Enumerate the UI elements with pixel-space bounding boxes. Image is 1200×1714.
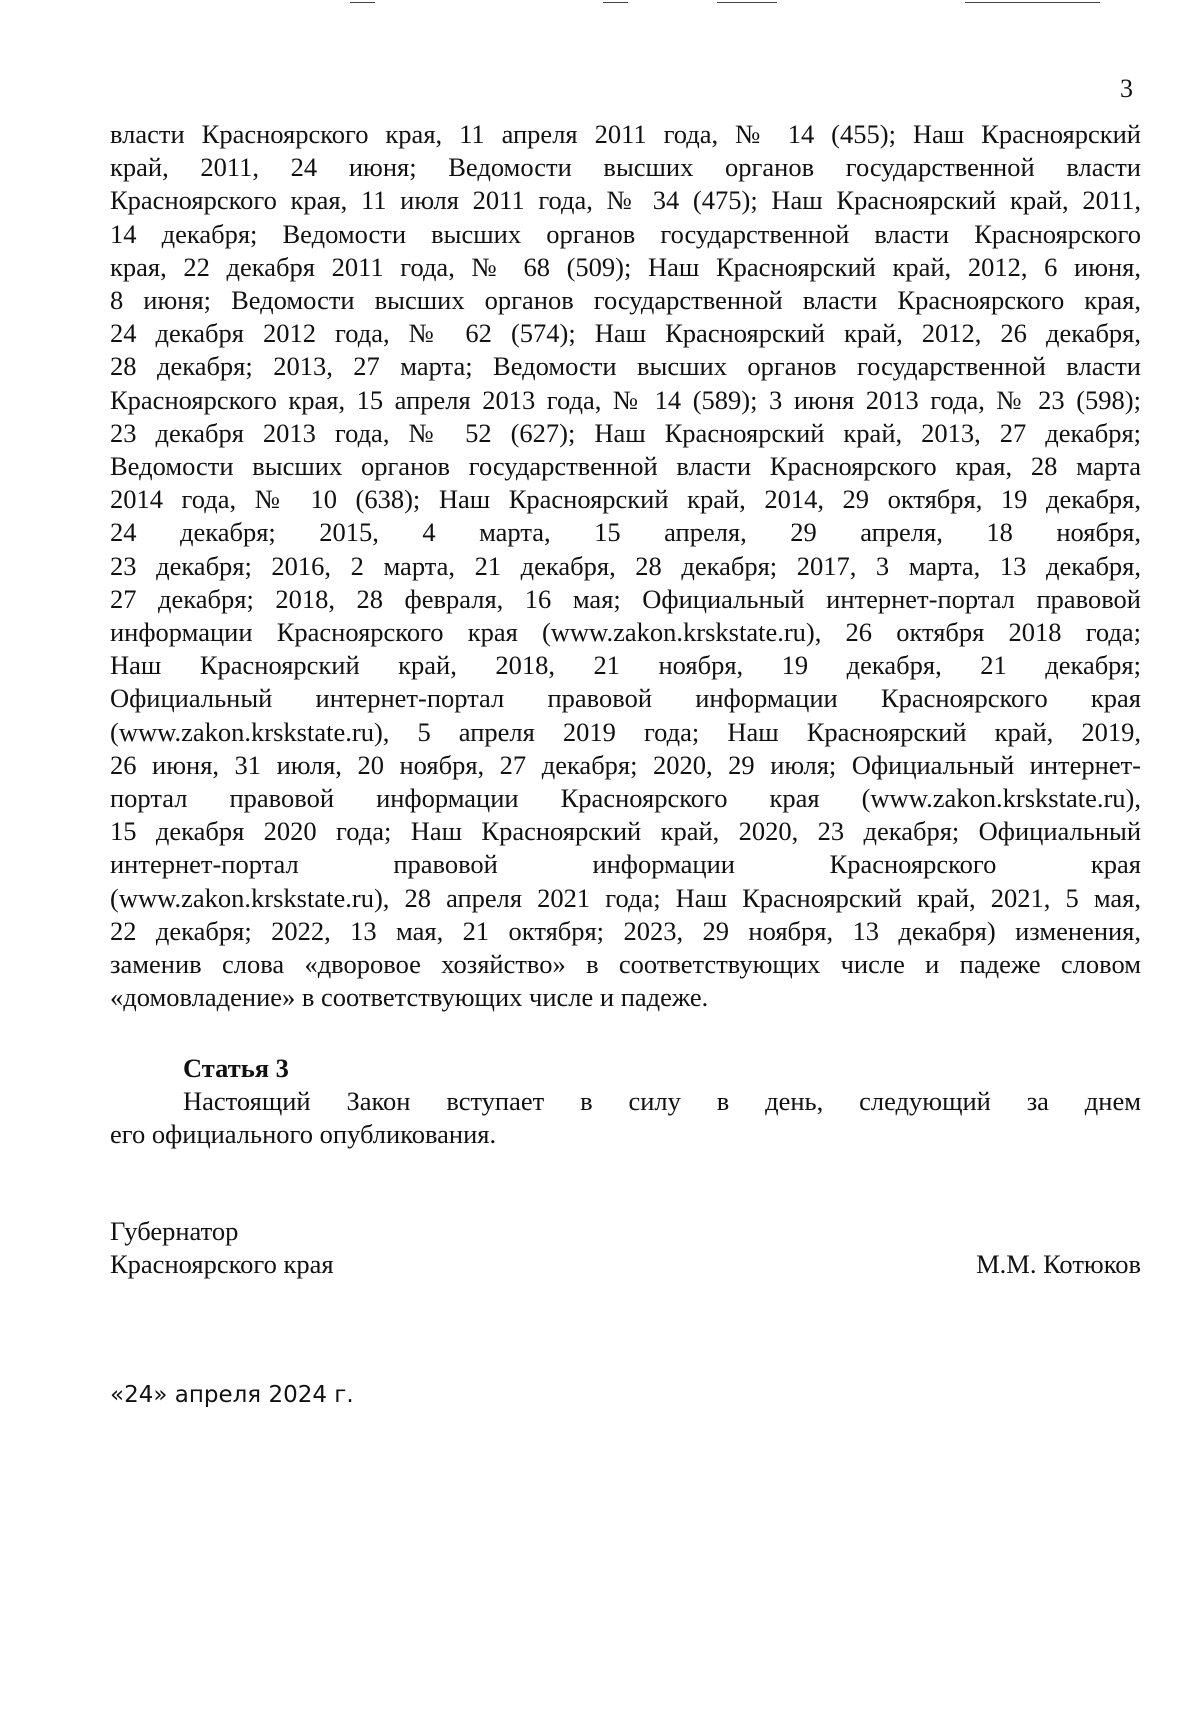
body-line: 26 июня, 31 июля, 20 ноября, 27 декабря; 2020, 29 июля; Официальный интернет-: [110, 749, 1141, 780]
body-line: 23 декабря 2013 года, № 52 (627); Наш Красноярский край, 2013, 27 декабря;: [110, 417, 1141, 448]
body-line: 8 июня; Ведомости высших органов государственной власти Красноярского края,: [110, 285, 1141, 316]
article-3: [110, 1052, 1141, 1152]
body-line: власти Красноярского края, 11 апреля 2011 года, № 14 (455); Наш Красноярский: [110, 119, 1141, 149]
body-line: Красноярского края, 15 апреля 2013 года, № 14 (589); 3 июня 2013 года, № 23 (598);: [110, 384, 1141, 415]
signatory-name: М.М. Котюков: [976, 1249, 1141, 1280]
body-line: 24 декабря; 2015, 4 марта, 15 апреля, 29 апреля, 18 ноября,: [110, 517, 1141, 548]
body-line: край, 2011, 24 июня; Ведомости высших органов государственной власти: [110, 152, 1141, 183]
body-line: 27 декабря; 2018, 28 февраля, 16 мая; Официальный интернет-портал правовой: [110, 583, 1141, 614]
article-line: его официального опубликования.: [110, 1119, 497, 1150]
body-text: [110, 118, 1141, 1014]
body-line: интернет-портал правовой информации Красноярского края: [110, 849, 1141, 880]
signature-block: [110, 1215, 1141, 1281]
body-line: Официальный интернет-портал правовой информации Красноярского края: [110, 683, 1141, 714]
body-line: 22 декабря; 2022, 13 мая, 21 октября; 2023, 29 ноября, 13 декабря) изменения,: [110, 915, 1141, 946]
body-line: Наш Красноярский край, 2018, 21 ноября, 19 декабря, 21 декабря;: [110, 650, 1141, 681]
signing-date: «24» апреля 2024 г.: [110, 1382, 354, 1408]
body-line: 23 декабря; 2016, 2 марта, 21 декабря, 28 декабря; 2017, 3 марта, 13 декабря,: [110, 550, 1141, 581]
body-line: 2014 года, № 10 (638); Наш Красноярский край, 2014, 29 октября, 19 декабря,: [110, 484, 1141, 515]
body-line: 28 декабря; 2013, 27 марта; Ведомости высших органов государственной власти: [110, 351, 1141, 382]
body-line: Ведомости высших органов государственной власти Красноярского края, 28 марта: [110, 451, 1141, 482]
signatory-title: Губернатор: [110, 1216, 239, 1246]
body-line: «домовладение» в соответствующих числе и падеже.: [110, 982, 709, 1013]
body-line: (www.zakon.krskstate.ru), 28 апреля 2021 года; Наш Красноярский край, 2021, 5 мая,: [110, 882, 1141, 913]
body-line: Красноярского края, 11 июля 2011 года, № 34 (475); Наш Красноярский край, 2011,: [110, 185, 1141, 216]
body-line: информации Красноярского края (www.zakon.krskstate.ru), 26 октября 2018 года;: [110, 617, 1141, 648]
article-heading: Статья 3: [183, 1053, 289, 1083]
page-number: 3: [1120, 74, 1133, 103]
body-line: портал правовой информации Красноярского края (www.zakon.krskstate.ru),: [110, 783, 1141, 814]
body-line: 14 декабря; Ведомости высших органов государственной власти Красноярского: [110, 218, 1141, 249]
article-line: Настоящий Закон вступает в силу в день, следующий за днем: [183, 1086, 1141, 1117]
body-line: края, 22 декабря 2011 года, № 68 (509); Наш Красноярский край, 2012, 6 июня,: [110, 251, 1141, 282]
body-line: 24 декабря 2012 года, № 62 (574); Наш Красноярский край, 2012, 26 декабря,: [110, 318, 1141, 349]
signatory-region: Красноярского края: [110, 1249, 334, 1280]
body-line: заменив слова «дворовое хозяйство» в соответствующих числе и падеже словом: [110, 949, 1141, 980]
body-line: 15 декабря 2020 года; Наш Красноярский край, 2020, 23 декабря; Официальный: [110, 816, 1141, 847]
body-line: (www.zakon.krskstate.ru), 5 апреля 2019 года; Наш Красноярский край, 2019,: [110, 716, 1141, 747]
scan-edge-marks: [0, 0, 1200, 12]
